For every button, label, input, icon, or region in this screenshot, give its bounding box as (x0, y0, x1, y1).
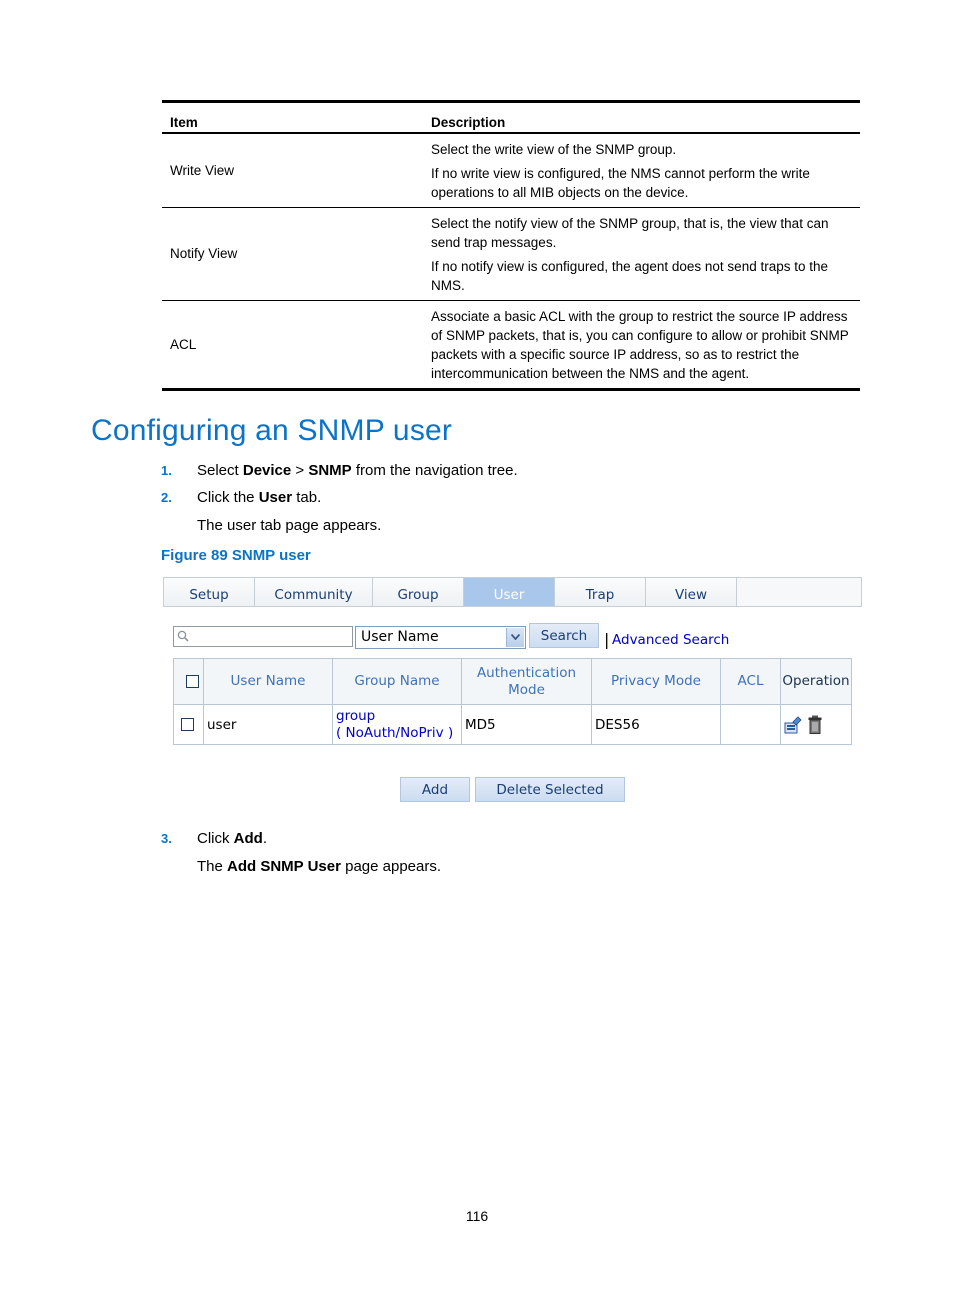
select-all-cell (174, 659, 204, 704)
item-write-view: Write View (162, 133, 423, 208)
select-all-checkbox[interactable] (186, 675, 199, 688)
tab-trap[interactable]: Trap (555, 578, 646, 606)
table-header-row (174, 659, 851, 705)
col-authentication-mode[interactable]: Authentication Mode (462, 659, 592, 704)
tab-bar-filler (737, 578, 861, 606)
step-number: 3. (161, 831, 172, 846)
col-privacy-mode[interactable]: Privacy Mode (592, 659, 721, 704)
tab-group[interactable]: Group (373, 578, 464, 606)
desc-paragraph: If no write view is configured, the NMS cannot perform the write operations to all MIB objects on the device. (431, 166, 810, 200)
add-button[interactable]: Add (400, 777, 470, 802)
col-user-name[interactable]: User Name (204, 659, 333, 704)
search-input[interactable] (173, 626, 353, 647)
search-field-select[interactable] (355, 626, 526, 649)
group-name-link[interactable] (336, 708, 453, 742)
desc-write-view (423, 133, 860, 208)
cell-group-name (333, 705, 462, 744)
item-notify-view: Notify View (162, 208, 423, 301)
section-title: Configuring an SNMP user (91, 414, 453, 447)
delete-icon[interactable] (808, 715, 822, 734)
desc-paragraph: Select the notify view of the SNMP group, that is, the view that can send trap messages. (431, 216, 829, 250)
cell-acl (721, 705, 781, 744)
col-group-name[interactable]: Group Name (333, 659, 462, 704)
step-2 (161, 488, 321, 508)
step-text: Click the (197, 489, 259, 506)
step-text: page appears. (340, 858, 442, 875)
tab-community[interactable]: Community (255, 578, 373, 606)
search-icon (177, 630, 189, 642)
step-number: 2. (161, 490, 172, 505)
step-bold: Add (233, 830, 263, 847)
step-text: The (197, 858, 228, 875)
group-security: ( NoAuth/NoPriv ) (336, 724, 454, 741)
desc-paragraph: Select the write view of the SNMP group. (431, 142, 677, 157)
edit-icon[interactable] (784, 716, 802, 734)
row-checkbox[interactable] (181, 718, 194, 731)
step-bold: Device (242, 462, 292, 479)
step-1 (161, 461, 518, 481)
step-bold: User (258, 489, 293, 506)
search-button[interactable]: Search (529, 623, 599, 648)
step-number: 1. (161, 463, 172, 478)
cell-user-name: user (204, 705, 333, 744)
step-text: > (291, 462, 309, 479)
header-item: Item (162, 102, 423, 134)
advanced-search-link[interactable]: Advanced Search (612, 632, 730, 648)
step-2-result: The user tab page appears. (197, 517, 382, 534)
step-text: . (262, 830, 268, 847)
desc-acl (423, 301, 860, 390)
select-value: User Name (361, 629, 439, 645)
step-3 (161, 829, 267, 849)
step-3-result (197, 857, 441, 877)
desc-notify-view (423, 208, 860, 301)
cell-operation (781, 705, 851, 744)
col-operation: Operation (782, 673, 850, 689)
item-description-table (162, 100, 860, 391)
desc-paragraph: Associate a basic ACL with the group to restrict the source IP address of SNMP packets, that is, you can configure to allow or prohibit SNMP packets with a specific source IP address, so as to restrict the intercommunication between the NMS and the agent. (431, 309, 849, 381)
step-text: from the navigation tree. (351, 462, 518, 479)
cell-privacy-mode: DES56 (592, 705, 721, 744)
tab-user[interactable]: User (464, 578, 555, 606)
table-row (174, 705, 851, 744)
col-acl[interactable]: ACL (721, 659, 781, 704)
header-description: Description (423, 102, 860, 134)
desc-paragraph: If no notify view is configured, the agent does not send traps to the NMS. (431, 259, 828, 293)
step-bold: Add SNMP User (227, 858, 341, 875)
page-number: 116 (465, 1208, 489, 1224)
tab-view[interactable]: View (646, 578, 737, 606)
user-table (173, 658, 852, 745)
separator: | (604, 630, 610, 649)
step-text: Select (197, 462, 243, 479)
step-bold: SNMP (308, 462, 352, 479)
figure-caption: Figure 89 SNMP user (161, 547, 311, 564)
step-text: Click (197, 830, 234, 847)
group-name: group (336, 707, 376, 724)
delete-selected-button[interactable]: Delete Selected (475, 777, 625, 802)
row-select-cell (174, 705, 204, 744)
item-acl: ACL (162, 301, 423, 390)
chevron-down-icon[interactable] (506, 628, 524, 647)
step-text: tab. (292, 489, 322, 506)
tab-bar (163, 577, 862, 607)
cell-auth-mode: MD5 (462, 705, 592, 744)
tab-setup[interactable]: Setup (164, 578, 255, 606)
